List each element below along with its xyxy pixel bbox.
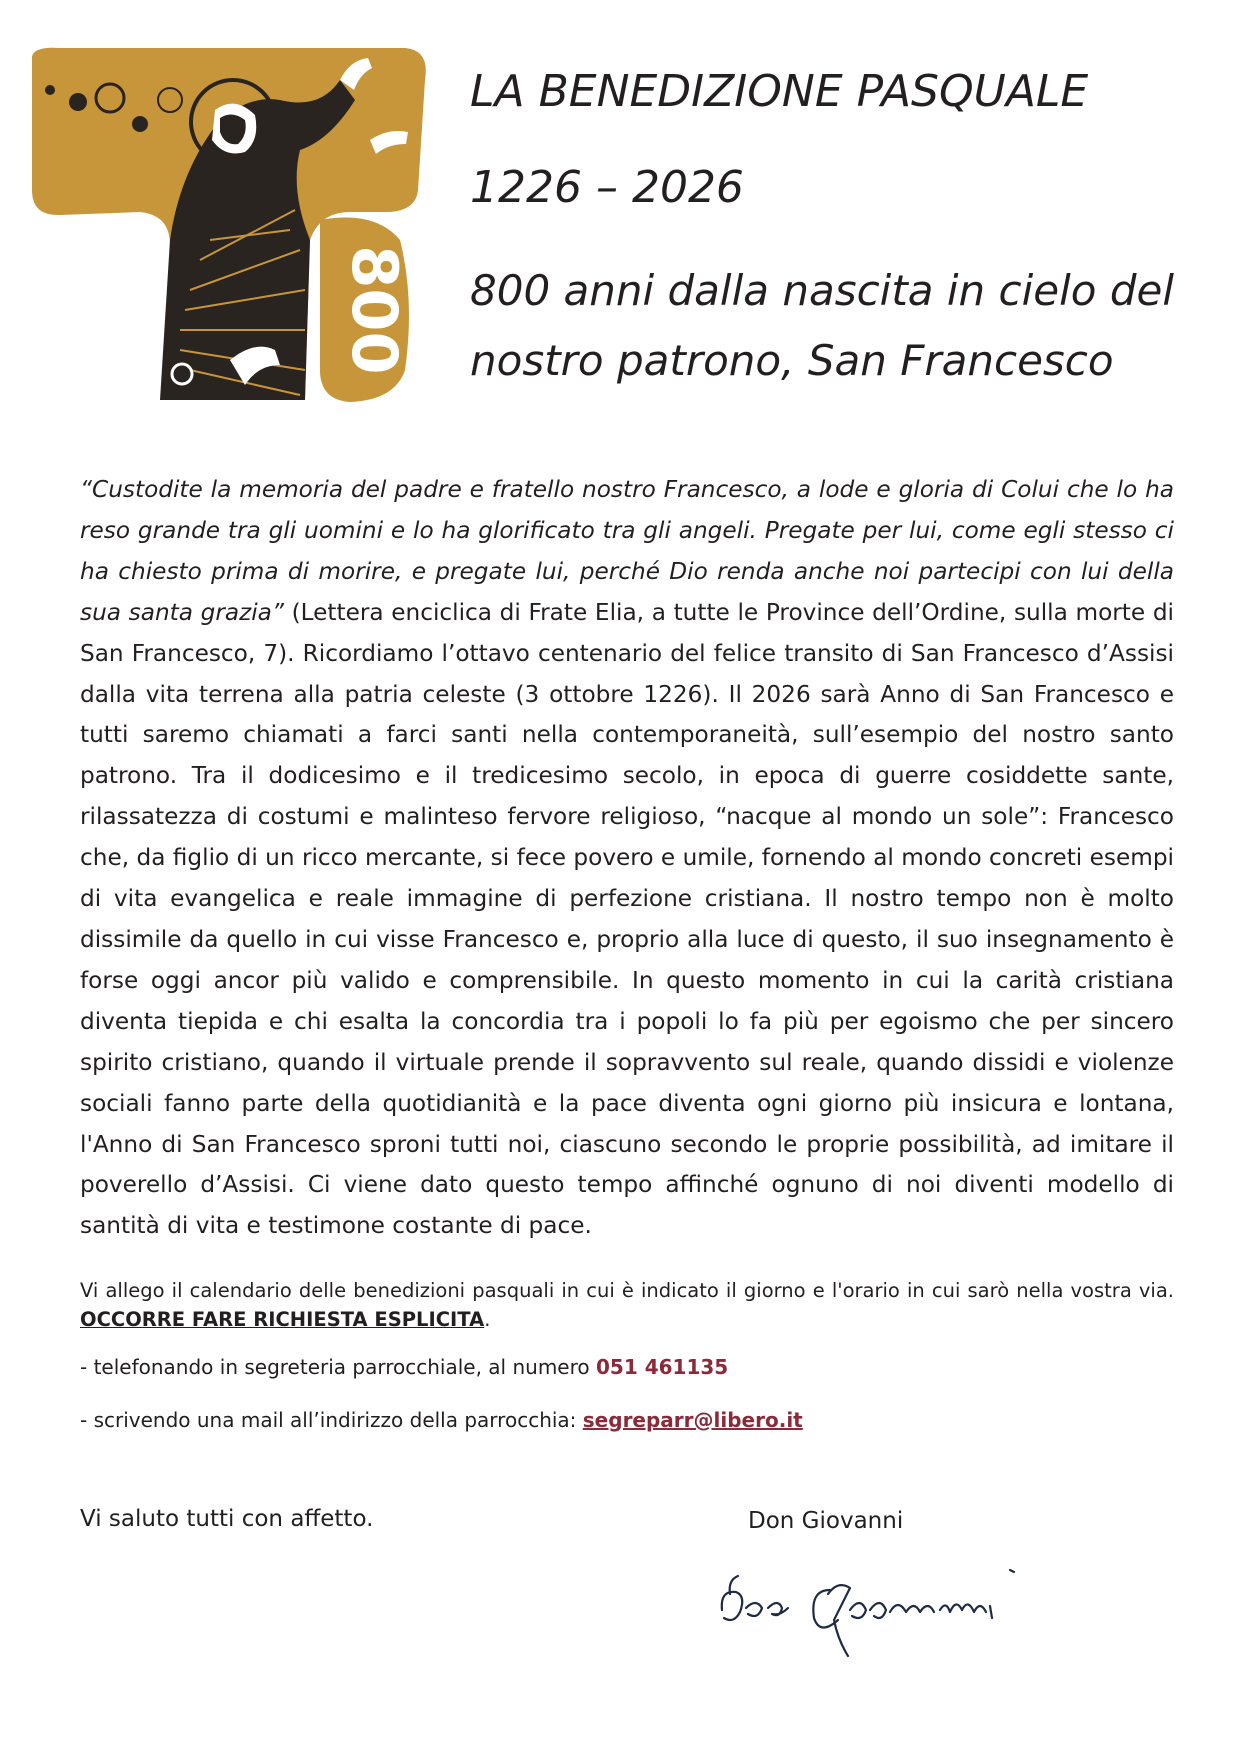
tau-800-logo [20,40,450,435]
title-line-1: LA BENEDIZIONE PASQUALE [470,66,1089,117]
contact-email-line [80,1408,803,1432]
email-label: - scrivendo una mail all’indirizzo della parrocchia: [80,1408,583,1432]
calendar-note [80,1276,1174,1334]
title-line-2: 1226 – 2026 [470,162,744,213]
handwritten-signature [710,1560,1040,1670]
logo-number: 800 [337,245,411,375]
subtitle: 800 anni dalla nascita in cielo del nostro patrono, San Francesco [470,266,1175,385]
phone-number: 051 461135 [595,1355,729,1379]
phone-label: - telefonando in segreteria parrocchiale, al numero [80,1355,596,1379]
email-link[interactable]: segreparr@libero.it [582,1408,803,1432]
note-requirement: OCCORRE FARE RICHIESTA ESPLICITA [80,1308,485,1331]
contact-phone-line [80,1355,728,1379]
body-text: (Lettera enciclica di Frate Elia, a tutte le Province dell’Ordine, sulla morte di San Francesco, 7). Ricordiamo l’ottavo centenario del felice transito di San Francesco d’Assisi dalla vita terrena alla patria celeste (3 ottobre 1226). Il 2026 sarà Anno di San Francesco e tutti saremo chiamati a farci santi nella contemporaneità, sull’esempio del nostro santo patrono. Tra il dodicesimo e il tredicesimo secolo, in epoca di guerre cosiddette sante, rilassatezza di costumi e malinteso fervore religioso, “nacque al mondo un sole”: Francesco che, da figlio di un ricco mercante, si fece povero e umile, fornendo al mondo concreti esempi di vita evangelica e reale immagine di perfezione cristiana. Il nostro tempo non è molto dissimile da quello in cui visse Francesco e, proprio alla luce di questo, il suo insegnamento è forse oggi ancor più valido e comprensibile. In questo momento in cui la carità cristiana diventa tiepida e chi esalta la concordia tra i popoli lo fa più per egoismo che per sincero spirito cristiano, quando il virtuale prende il sopravvento sul reale, quando dissidi e violenze sociali fanno parte della quotidianità e la pace diventa ogni giorno più insicura e lontana, l'Anno di San Francesco sproni tutti noi, ciascuno secondo le proprie possibilità, ad imitare il poverello d’Assisi. Ci viene dato questo tempo affinché ognuno di noi diventi modello di santità di vita e testimone costante di pace. [80,598,1174,1240]
note-text: Vi allego il calendario delle benedizioni pasquali in cui è indicato il giorno e l'orario in cui sarò nella vostra via. [80,1279,1174,1302]
signer-name: Don Giovanni [748,1508,904,1534]
note-end: . [484,1308,491,1331]
body-paragraph [80,470,1174,1247]
body-quote: “Custodite la memoria del padre e fratello nostro Francesco, a lode e gloria di Colui che lo ha reso grande tra gli uomini e lo ha glorificato tra gli angeli. Pregate per lui, come egli stesso ci ha chiesto prima di morire, e pregate lui, perché Dio renda anche noi partecipi con lui della sua santa grazia” [80,476,1174,626]
closing-greeting: Vi saluto tutti con affetto. [80,1506,374,1532]
